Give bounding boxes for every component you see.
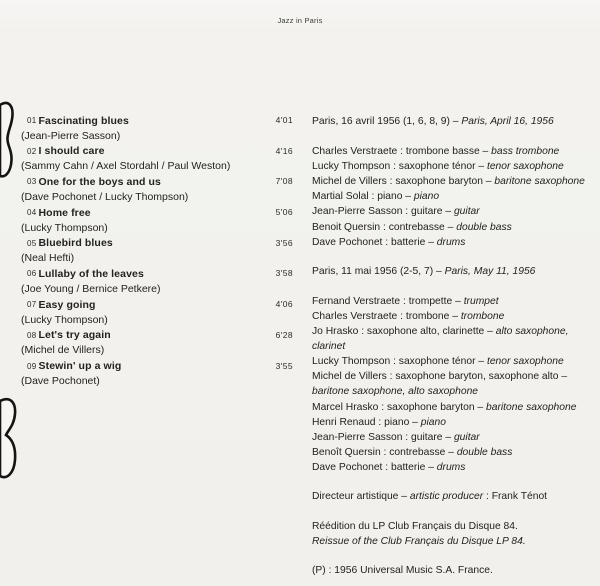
track-duration: 5'06 <box>275 207 293 218</box>
track-composer: (Sammy Cahn / Axel Stordahl / Paul Weston) <box>21 160 231 173</box>
session-2-heading <box>312 264 590 279</box>
musician-line: Dave Pochonet : batterie – drums <box>312 461 466 473</box>
track-composer: (Lucky Thompson) <box>21 221 108 234</box>
session-1-date-en: Paris, April 16, 1956 <box>461 116 554 127</box>
musician-line: Benoit Quersin : contrebasse – double bass <box>312 221 512 233</box>
track-row <box>21 113 293 144</box>
booklet-series-title: Jazz in Paris <box>277 16 323 25</box>
track-number: 09 <box>27 361 37 371</box>
musician-line: Charles Verstraete : trombone basse – bass trombone <box>312 146 560 158</box>
track-duration: 3'56 <box>275 237 293 248</box>
session-2-date-en: Paris, May 11, 1956 <box>444 265 536 277</box>
musician-line: Jean-Pierre Sasson : guitare – guitar <box>312 206 480 218</box>
musician-line: Fernand Verstraete : trompette – trumpet <box>312 295 499 307</box>
track-number: 03 <box>27 177 37 187</box>
track-duration: 3'55 <box>275 360 293 371</box>
session-2-date-fr: Paris, 11 mai 1956 (2-5, 7) – <box>312 265 445 277</box>
left-edge-cutoff-glyph-icon <box>0 99 15 186</box>
musician-line: Lucky Thompson : saxophone ténor – tenor saxophone <box>312 161 564 173</box>
track-composer: (Michel de Villers) <box>21 344 105 357</box>
reissue-note-fr: Réédition du LP Club Français du Disque 84. <box>312 521 518 533</box>
musician-line: Benoît Quersin : contrebasse – double bass <box>312 446 513 458</box>
session-1-musicians <box>312 144 590 250</box>
session-notes <box>312 114 590 578</box>
track-title: One for the boys and us <box>38 175 161 188</box>
reissue-note <box>312 519 590 549</box>
session-1-date-fr: Paris, 16 avril 1956 (1, 6, 8, 9) – <box>312 116 462 127</box>
track-composer: (Joe Young / Bernice Petkere) <box>21 283 161 296</box>
musician-line: Henri Renaud : piano – piano <box>312 416 446 428</box>
track-number: 01 <box>27 116 37 125</box>
track-row <box>21 266 293 297</box>
musician-line: Jo Hrasko : saxophone alto, clarinette – alto saxophone, clarinet <box>312 326 569 353</box>
track-number: 04 <box>27 208 37 218</box>
reissue-note-en: Reissue of the Club Français du Disque LP 84. <box>312 536 526 548</box>
track-number: 02 <box>27 146 37 156</box>
track-number: 06 <box>27 269 37 279</box>
track-duration: 4'16 <box>275 145 293 156</box>
track-row <box>21 144 293 175</box>
track-title: Stewin' up a wig <box>38 360 122 372</box>
session-1-heading <box>312 114 590 129</box>
tracklist <box>21 113 293 389</box>
musician-line: Marcel Hrasko : saxophone baryton – baritone saxophone <box>312 401 577 413</box>
track-title: Easy going <box>38 298 96 311</box>
track-row <box>21 236 293 267</box>
musician-line: Martial Solal : piano – piano <box>312 191 440 203</box>
artistic-director-credit: Directeur artistique – artistic producer : Frank Ténot <box>312 490 548 502</box>
track-number: 07 <box>27 300 37 310</box>
track-row <box>21 328 293 359</box>
track-composer: (Dave Pochonet) <box>21 375 100 388</box>
track-duration: 6'28 <box>275 329 293 340</box>
track-duration: 4'06 <box>275 299 293 310</box>
session-2-musicians <box>312 294 590 475</box>
track-composer: (Jean-Pierre Sasson) <box>21 129 121 142</box>
musician-line: Jean-Pierre Sasson : guitare – guitar <box>312 431 480 443</box>
track-title: Fascinating blues <box>38 114 129 127</box>
track-row <box>21 174 293 205</box>
track-title: I should care <box>38 145 105 158</box>
track-row <box>21 359 293 390</box>
musician-line: Lucky Thompson : saxophone ténor – tenor saxophone <box>312 356 564 368</box>
track-title: Lullaby of the leaves <box>38 267 144 280</box>
musician-line: Michel de Villers : saxophone baryton, saxophone alto – baritone saxophone, alto saxophone <box>312 371 568 398</box>
track-title: Home free <box>38 206 91 219</box>
track-row <box>21 205 293 236</box>
musician-line: Michel de Villers : saxophone baryton – baritone saxophone <box>312 176 585 188</box>
track-composer: (Dave Pochonet / Lucky Thompson) <box>21 190 189 203</box>
left-edge-cutoff-glyph-icon <box>0 396 18 487</box>
track-composer: (Neal Hefti) <box>21 252 75 265</box>
track-composer: (Lucky Thompson) <box>21 313 108 326</box>
track-duration: 3'58 <box>275 268 293 279</box>
phonogram-copyright: (P) : 1956 Universal Music S.A. France. <box>312 565 493 577</box>
track-number: 08 <box>27 330 37 340</box>
musician-line: Charles Verstraete : trombone – trombone <box>312 310 505 322</box>
musician-line: Dave Pochonet : batterie – drums <box>312 236 466 248</box>
track-duration: 4'01 <box>275 115 293 125</box>
track-title: Let's try again <box>38 329 111 342</box>
track-title: Bluebird blues <box>38 237 113 250</box>
track-number: 05 <box>27 238 37 248</box>
track-duration: 7'08 <box>275 176 293 187</box>
track-row <box>21 297 293 328</box>
